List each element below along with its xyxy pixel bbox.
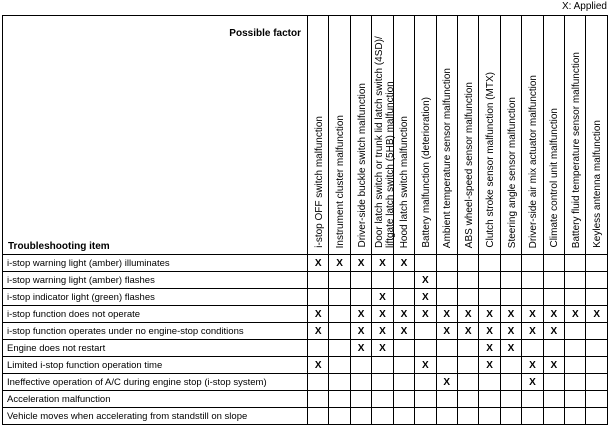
applied-mark-cell: X	[500, 306, 521, 323]
applied-mark-cell	[586, 391, 607, 408]
applied-mark-cell: X	[522, 306, 543, 323]
applied-mark-cell	[415, 374, 436, 391]
applied-mark-cell: X	[393, 255, 414, 272]
applied-mark-cell	[479, 289, 500, 306]
applied-mark-cell	[329, 306, 350, 323]
applied-mark-cell	[565, 340, 586, 357]
applied-mark-cell	[500, 289, 521, 306]
applied-mark-cell: X	[500, 323, 521, 340]
troubleshooting-item-cell: i-stop function operates under no engine-stop conditions	[3, 323, 308, 340]
factor-header: Clutch stroke sensor malfunction (MTX)	[479, 16, 500, 255]
applied-mark-cell	[565, 374, 586, 391]
applied-mark-cell	[329, 272, 350, 289]
troubleshooting-item-cell: i-stop warning light (amber) flashes	[3, 272, 308, 289]
applied-mark-cell: X	[436, 306, 457, 323]
table-body	[3, 255, 608, 425]
applied-mark-cell	[329, 374, 350, 391]
applied-mark-cell	[522, 340, 543, 357]
applied-mark-cell: X	[522, 374, 543, 391]
factor-header: Steering angle sensor malfunction	[500, 16, 521, 255]
applied-mark-cell	[565, 323, 586, 340]
applied-mark-cell	[457, 340, 478, 357]
applied-mark-cell	[393, 357, 414, 374]
applied-mark-cell	[500, 391, 521, 408]
header-corner-cell	[3, 16, 308, 255]
applied-mark-cell	[457, 357, 478, 374]
applied-mark-cell	[479, 374, 500, 391]
applied-mark-cell: X	[329, 255, 350, 272]
applied-mark-cell	[565, 408, 586, 425]
applied-mark-cell	[415, 408, 436, 425]
applied-mark-cell	[436, 340, 457, 357]
applied-mark-cell	[586, 340, 607, 357]
applied-mark-cell	[372, 391, 393, 408]
factor-header: Door latch switch or trunk lid latch switch (4SD)/ liftgate latch switch (5HB) malfunction	[372, 16, 393, 255]
applied-mark-cell	[457, 255, 478, 272]
applied-mark-cell	[586, 357, 607, 374]
applied-mark-cell	[522, 408, 543, 425]
table-row	[3, 272, 608, 289]
applied-mark-cell: X	[372, 255, 393, 272]
applied-mark-cell	[372, 408, 393, 425]
table-row	[3, 357, 608, 374]
applied-mark-cell	[543, 255, 564, 272]
applied-mark-cell	[586, 272, 607, 289]
applied-mark-cell	[543, 289, 564, 306]
applied-mark-cell	[329, 391, 350, 408]
table-row	[3, 340, 608, 357]
applied-mark-cell	[457, 408, 478, 425]
applied-mark-cell: X	[479, 340, 500, 357]
table-row	[3, 408, 608, 425]
applied-mark-cell	[372, 374, 393, 391]
applied-mark-cell	[457, 391, 478, 408]
applied-mark-cell	[329, 357, 350, 374]
applied-mark-cell	[436, 357, 457, 374]
applied-mark-cell	[479, 255, 500, 272]
applied-mark-cell: X	[522, 357, 543, 374]
applied-mark-cell	[500, 272, 521, 289]
applied-mark-cell	[393, 272, 414, 289]
applied-mark-cell	[393, 340, 414, 357]
applied-mark-cell	[415, 255, 436, 272]
troubleshooting-item-label: Troubleshooting item	[8, 241, 110, 252]
applied-mark-cell	[436, 272, 457, 289]
applied-mark-cell: X	[350, 323, 371, 340]
applied-mark-cell: X	[350, 340, 371, 357]
applied-mark-cell: X	[543, 323, 564, 340]
factor-header: Driver-side buckle switch malfunction	[350, 16, 371, 255]
applied-mark-cell	[393, 408, 414, 425]
applied-mark-cell: X	[308, 306, 329, 323]
factor-header: Instrument cluster malfunction	[329, 16, 350, 255]
applied-mark-cell	[372, 357, 393, 374]
table-row	[3, 289, 608, 306]
applied-mark-cell	[522, 272, 543, 289]
factor-header: Driver-side air mix actuator malfunction	[522, 16, 543, 255]
applied-mark-cell: X	[372, 289, 393, 306]
applied-mark-cell: X	[350, 255, 371, 272]
table-row	[3, 323, 608, 340]
applied-mark-cell	[500, 408, 521, 425]
applied-mark-cell	[565, 357, 586, 374]
applied-mark-cell	[457, 289, 478, 306]
applied-mark-cell: X	[479, 323, 500, 340]
applied-mark-cell	[586, 323, 607, 340]
applied-mark-cell	[565, 255, 586, 272]
applied-mark-cell: X	[308, 357, 329, 374]
applied-mark-cell	[522, 255, 543, 272]
applied-mark-cell	[543, 272, 564, 289]
applied-mark-cell	[565, 391, 586, 408]
applied-mark-cell: X	[350, 306, 371, 323]
troubleshooting-item-cell: i-stop indicator light (green) flashes	[3, 289, 308, 306]
applied-mark-cell: X	[372, 340, 393, 357]
troubleshooting-table	[2, 15, 608, 425]
applied-mark-cell	[393, 374, 414, 391]
applied-mark-cell	[350, 289, 371, 306]
applied-mark-cell	[436, 255, 457, 272]
applied-mark-cell: X	[522, 323, 543, 340]
applied-mark-cell	[308, 272, 329, 289]
applied-mark-cell: X	[479, 357, 500, 374]
applied-mark-cell: X	[457, 306, 478, 323]
applied-mark-cell	[436, 391, 457, 408]
applied-mark-cell	[586, 374, 607, 391]
applied-mark-cell	[565, 272, 586, 289]
applied-mark-cell	[308, 408, 329, 425]
applied-mark-cell	[350, 391, 371, 408]
applied-mark-cell	[457, 374, 478, 391]
applied-mark-cell: X	[415, 289, 436, 306]
applied-mark-cell	[586, 289, 607, 306]
applied-mark-cell: X	[436, 323, 457, 340]
applied-mark-cell: X	[415, 357, 436, 374]
applied-mark-cell: X	[372, 323, 393, 340]
applied-mark-cell	[415, 323, 436, 340]
applied-mark-cell	[329, 340, 350, 357]
possible-factor-label: Possible factor	[229, 28, 301, 39]
troubleshooting-item-cell: i-stop warning light (amber) illuminates	[3, 255, 308, 272]
table-row	[3, 306, 608, 323]
applied-mark-cell	[308, 374, 329, 391]
applied-mark-cell	[372, 272, 393, 289]
applied-mark-cell: X	[308, 323, 329, 340]
applied-mark-cell: X	[393, 323, 414, 340]
applied-mark-cell	[500, 374, 521, 391]
troubleshooting-item-cell: i-stop function does not operate	[3, 306, 308, 323]
applied-mark-cell	[543, 374, 564, 391]
table-row	[3, 374, 608, 391]
applied-mark-cell: X	[543, 306, 564, 323]
applied-mark-cell	[329, 289, 350, 306]
troubleshooting-item-cell: Engine does not restart	[3, 340, 308, 357]
applied-mark-cell: X	[415, 306, 436, 323]
applied-mark-cell	[436, 408, 457, 425]
applied-mark-cell	[586, 408, 607, 425]
applied-mark-cell	[308, 340, 329, 357]
troubleshooting-item-cell: Acceleration malfunction	[3, 391, 308, 408]
factor-header: Climate control unit malfunction	[543, 16, 564, 255]
applied-mark-cell	[415, 340, 436, 357]
applied-mark-cell	[308, 391, 329, 408]
applied-mark-cell	[415, 391, 436, 408]
applied-mark-cell	[329, 408, 350, 425]
applied-mark-cell: X	[436, 374, 457, 391]
applied-mark-cell: X	[543, 357, 564, 374]
applied-mark-cell	[308, 289, 329, 306]
applied-mark-cell: X	[565, 306, 586, 323]
table-row	[3, 391, 608, 408]
factor-header: Hood latch switch malfunction	[393, 16, 414, 255]
applied-mark-cell	[393, 391, 414, 408]
applied-mark-cell	[543, 340, 564, 357]
factor-header: Battery fluid temperature sensor malfunction	[565, 16, 586, 255]
applied-mark-cell: X	[586, 306, 607, 323]
factor-header: ABS wheel-speed sensor malfunction	[457, 16, 478, 255]
applied-mark-cell: X	[500, 340, 521, 357]
applied-mark-cell	[543, 391, 564, 408]
applied-mark-cell: X	[308, 255, 329, 272]
factor-header: Ambient temperature sensor malfunction	[436, 16, 457, 255]
factor-header: Battery malfunction (deterioration)	[415, 16, 436, 255]
factor-header: i-stop OFF switch malfunction	[308, 16, 329, 255]
applied-mark-cell	[393, 289, 414, 306]
applied-mark-cell	[350, 374, 371, 391]
applied-mark-cell	[479, 408, 500, 425]
applied-mark-cell	[436, 289, 457, 306]
troubleshooting-item-cell: Vehicle moves when accelerating from standstill on slope	[3, 408, 308, 425]
applied-mark-cell: X	[393, 306, 414, 323]
applied-mark-cell: X	[415, 272, 436, 289]
applied-mark-cell	[500, 357, 521, 374]
troubleshooting-item-cell: Ineffective operation of A/C during engine stop (i-stop system)	[3, 374, 308, 391]
troubleshooting-item-cell: Limited i-stop function operation time	[3, 357, 308, 374]
header-row	[3, 16, 608, 255]
applied-mark-cell	[350, 408, 371, 425]
applied-mark-cell	[479, 391, 500, 408]
applied-mark-cell	[479, 272, 500, 289]
applied-mark-cell	[565, 289, 586, 306]
applied-mark-cell	[500, 255, 521, 272]
applied-mark-cell: X	[479, 306, 500, 323]
applied-mark-cell	[543, 408, 564, 425]
factor-header: Keyless antenna malfunction	[586, 16, 607, 255]
applied-mark-cell	[522, 391, 543, 408]
applied-mark-cell	[350, 272, 371, 289]
table-row	[3, 255, 608, 272]
applied-mark-cell	[350, 357, 371, 374]
applied-mark-cell: X	[372, 306, 393, 323]
applied-mark-cell	[329, 323, 350, 340]
applied-mark-cell	[586, 255, 607, 272]
applied-mark-cell	[522, 289, 543, 306]
applied-mark-cell	[457, 272, 478, 289]
legend-note: X: Applied	[561, 1, 607, 12]
applied-mark-cell: X	[457, 323, 478, 340]
